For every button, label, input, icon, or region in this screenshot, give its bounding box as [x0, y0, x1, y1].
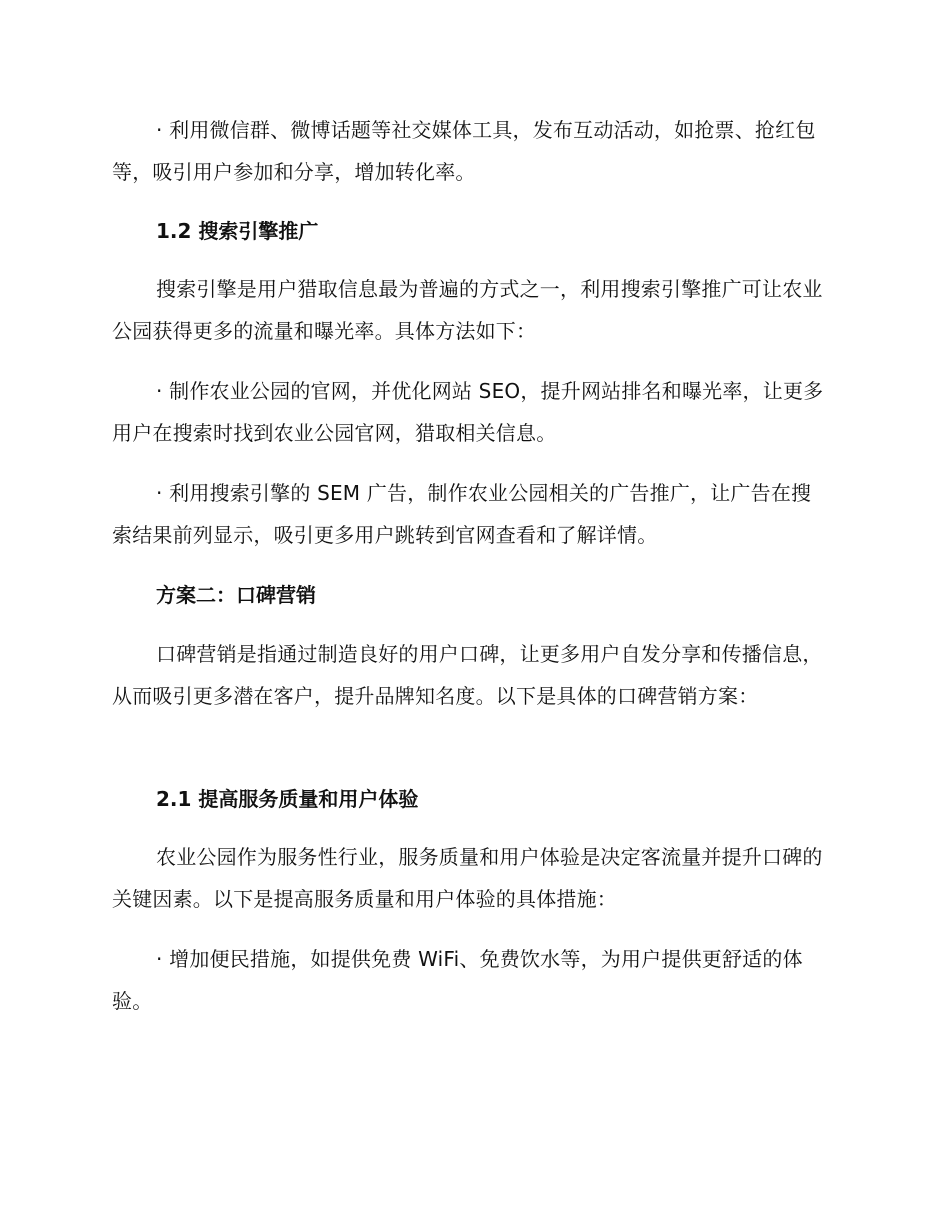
bullet-paragraph-convenience: · 增加便民措施，如提供免费 WiFi、免费饮水等，为用户提供更舒适的体验。 [112, 947, 803, 1013]
bullet-paragraph-seo: · 制作农业公园的官网，并优化网站 SEO，提升网站排名和曝光率，让更多用户在搜索时找到农业公园官网，猎取相关信息。 [112, 379, 824, 445]
section-heading-service-quality: 2.1 提高服务质量和用户体验 [156, 787, 419, 811]
bullet-paragraph-social-media: · 利用微信群、微博话题等社交媒体工具，发布互动活动，如抢票、抢红包等，吸引用户参加和分享，增加转化率。 [112, 118, 816, 184]
paragraph-search-engine-intro: 搜索引擎是用户猎取信息最为普遍的方式之一，利用搜索引擎推广可让农业公园获得更多的流量和曝光率。具体方法如下： [112, 277, 823, 343]
section-heading-search-engine: 1.2 搜索引擎推广 [156, 219, 319, 243]
bullet-paragraph-sem: · 利用搜索引擎的 SEM 广告，制作农业公园相关的广告推广，让广告在搜索结果前列显示，吸引更多用户跳转到官网查看和了解详情。 [112, 481, 812, 547]
paragraph-service-quality-intro: 农业公园作为服务性行业，服务质量和用户体验是决定客流量并提升口碑的关键因素。以下是提高服务质量和用户体验的具体措施： [112, 845, 823, 911]
section-heading-word-of-mouth: 方案二：口碑营销 [156, 583, 316, 607]
paragraph-word-of-mouth-intro: 口碑营销是指通过制造良好的用户口碑，让更多用户自发分享和传播信息，从而吸引更多潜在客户，提升品牌知名度。以下是具体的口碑营销方案： [112, 642, 823, 708]
